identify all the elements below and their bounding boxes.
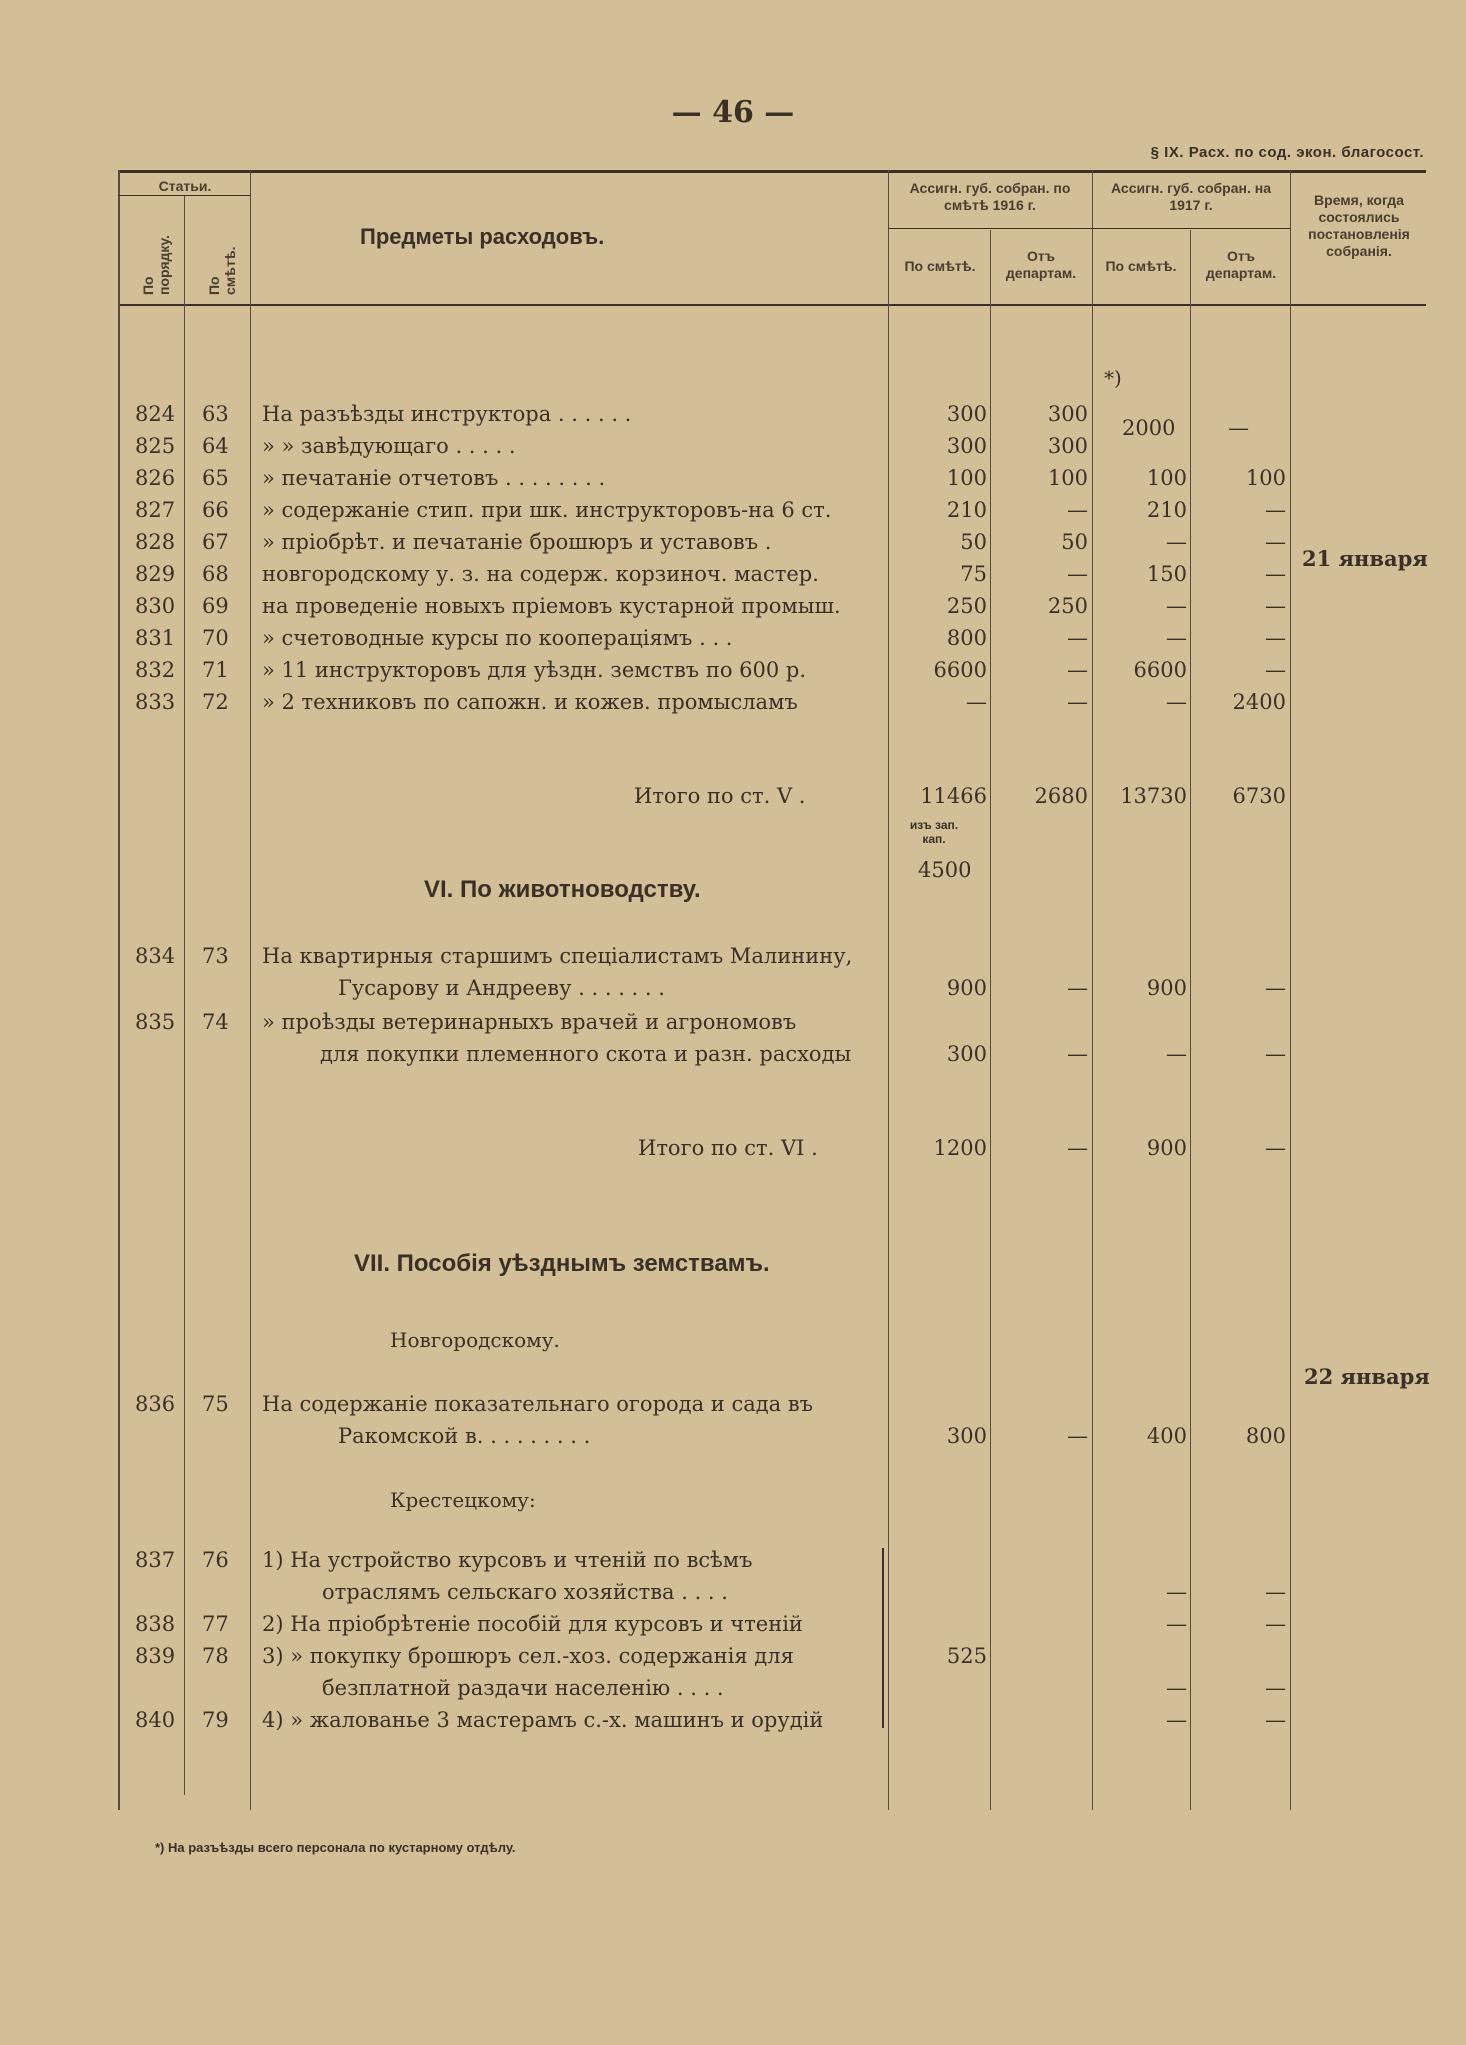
row-est: 77 [202,1612,229,1636]
table-row [0,498,1466,530]
row-est: 74 [202,1010,229,1034]
total-v-1916-estimate: 11466 [920,784,987,808]
table-top-rule [118,170,1426,173]
row-desc-continued: для покупки племенного скота и разн. расходы [320,1042,852,1066]
krestets-total-1916: 525 [946,1644,987,1668]
table-row [0,594,1466,626]
row-1916-dept: 50 [1061,530,1088,554]
row-desc: » печатаніе отчетовъ . . . . . . . . [262,466,606,490]
table-row [0,1548,1466,1580]
header-bottom-rule [118,304,1426,306]
total-v-1916-dept: 2680 [1034,784,1088,808]
header-1917-from-dept: Отъ департам. [1205,248,1277,281]
merged-1917-dept: — [1228,416,1249,440]
row-1916-estimate: 900 [946,976,987,1000]
total-v-1917-estimate: 13730 [1120,784,1187,808]
assign-header-rule [888,228,1290,229]
row-1917-estimate: — [1166,530,1187,554]
row-1917-dept: — [1265,976,1286,1000]
row-1917-dept: — [1265,498,1286,522]
table-row [0,466,1466,498]
row-1916-dept: 250 [1047,594,1088,618]
row-1916-dept: 300 [1047,434,1088,458]
row-1917-dept: 100 [1245,466,1286,490]
row-desc-continued: Ракомской в. . . . . . . . . [338,1424,591,1448]
table-row [0,658,1466,690]
row-1916-estimate: 300 [946,402,987,426]
row-1917-dept: — [1265,1580,1286,1604]
row-1917-estimate: 210 [1146,498,1187,522]
row-1916-dept: 100 [1047,466,1088,490]
row-1916-dept: — [1067,1424,1088,1448]
row-1917-dept: — [1265,658,1286,682]
row-ord: 828 [135,530,176,554]
row-desc: » счетоводные курсы по коопераціямъ . . . [262,626,733,650]
row-1916-estimate: 100 [946,466,987,490]
row-desc: новгородскому у. з. на содерж. корзиноч. мастер. [262,562,819,586]
table-row [0,1644,1466,1676]
header-by-order: По порядку. [140,235,172,295]
row-1916-dept: — [1067,1042,1088,1066]
row-ord: 839 [135,1644,176,1668]
row-1917-dept: — [1265,594,1286,618]
row-1916-dept: — [1067,690,1088,714]
row-desc: На содержаніе показательнаго огорода и сада въ [262,1392,814,1416]
table-row [0,1612,1466,1644]
row-ord: 837 [135,1548,176,1572]
row-1917-estimate: 100 [1146,466,1187,490]
total-vi-label: Итого по ст. VI . [638,1136,818,1160]
row-1917-dept: — [1265,1612,1286,1636]
row-ord: 830 [135,594,176,618]
row-desc: » 2 техниковъ по сапожн. и кожев. промысламъ [262,690,798,714]
row-desc: » содержаніе стип. при шк. инструкторовъ-на 6 ст. [262,498,832,522]
row-est: 65 [202,466,229,490]
table-row [0,1392,1466,1424]
row-ord: 834 [135,944,176,968]
row-desc: » » завѣдующаго . . . . . [262,434,516,458]
row-desc: 1) На устройство курсовъ и чтеній по всѣмъ [262,1548,753,1572]
row-1917-dept: — [1265,1042,1286,1066]
date-first-session: 21 января [1302,546,1428,571]
row-est: 63 [202,402,229,426]
row-1917-estimate: 400 [1146,1424,1187,1448]
total-v-label: Итого по ст. V . [634,784,806,808]
subheading-krestets: Крестецкому: [390,1488,536,1512]
header-articles: Статьи. [158,178,212,194]
row-1917-estimate: — [1166,1676,1187,1700]
row-ord: 825 [135,434,176,458]
table-row [0,1010,1466,1042]
row-1916-estimate: 300 [946,1424,987,1448]
row-1916-estimate: 250 [946,594,987,618]
total-v-capital-note: изъ зап. кап. [909,818,959,846]
row-ord: 840 [135,1708,176,1732]
row-1916-dept: — [1067,658,1088,682]
row-est: 69 [202,594,229,618]
row-1917-estimate: 150 [1146,562,1187,586]
page-number: — 46 — [671,95,795,130]
table-row [0,976,1466,1008]
row-1917-dept: — [1265,1676,1286,1700]
header-assign-1917: Ассигн. губ. собран. на 1917 г. [1110,180,1271,213]
row-1916-dept: — [1067,626,1088,650]
table-row [0,530,1466,562]
row-1916-estimate: 300 [946,1042,987,1066]
row-1916-estimate: 210 [946,498,987,522]
row-1917-dept: 800 [1245,1424,1286,1448]
footnote: *) На разъѣзды всего персонала по кустарному отдѣлу. [155,1840,516,1855]
row-1916-estimate: 75 [960,562,987,586]
articles-header-rule [118,195,250,196]
column-title: Предметы расходовъ. [360,224,605,249]
total-v-1917-dept: 6730 [1232,784,1286,808]
header-time-column: Время, когда состоялись постановленія собранія. [1308,192,1410,259]
row-est: 75 [202,1392,229,1416]
row-desc: на проведеніе новыхъ пріемовъ кустарной промыш. [262,594,841,618]
row-ord: 826 [135,466,176,490]
section-reference: § IX. Расх. по сод. экон. благосост. [1150,144,1424,161]
row-est: 64 [202,434,229,458]
row-1917-dept: 2400 [1232,690,1286,714]
row-est: 71 [202,658,229,682]
header-1916-by-estimate: По смѣтѣ. [904,258,976,274]
date-second-session: 22 января [1304,1364,1430,1389]
row-ord: 827 [135,498,176,522]
row-1917-estimate: — [1166,1042,1187,1066]
row-desc: На квартирныя старшимъ спеціалистамъ Малинину, [262,944,853,968]
row-desc: 4) » жалованье 3 мастерамъ с.-х. машинъ и орудій [262,1708,824,1732]
total-vi-1917-estimate: 900 [1146,1136,1187,1160]
row-desc-continued: Гусарову и Андрееву . . . . . . . [338,976,665,1000]
row-desc: 3) » покупку брошюръ сел.-хоз. содержанія для [262,1644,794,1668]
total-v-capital-value: 4500 [918,858,972,882]
header-by-estimate: По смѣтѣ. [206,246,238,295]
table-row [0,562,1466,594]
row-desc-continued: безплатной раздачи населенію . . . . [322,1676,724,1700]
row-ord: 835 [135,1010,176,1034]
merged-1917-estimate: 2000 [1122,416,1176,440]
row-1917-estimate: — [1166,1708,1187,1732]
row-1916-estimate: — [966,690,987,714]
row-1916-dept: — [1067,498,1088,522]
row-1916-estimate: 800 [946,626,987,650]
header-assign-1916: Ассигн. губ. собран. по смѣтѣ 1916 г. [909,180,1071,213]
row-1917-estimate: — [1166,690,1187,714]
row-ord: 833 [135,690,176,714]
header-1916-from-dept: Отъ департам. [1005,248,1077,281]
table-row [0,626,1466,658]
row-est: 76 [202,1548,229,1572]
section-vi-title: VI. По животноводству. [424,876,701,903]
row-desc: » пріобрѣт. и печатаніе брошюръ и уставовъ . [262,530,772,554]
table-row [0,1580,1466,1612]
row-desc: 2) На пріобрѣтеніе пособій для курсовъ и чтеній [262,1612,803,1636]
table-row [0,1042,1466,1074]
table-row [0,1424,1466,1456]
row-est: 79 [202,1708,229,1732]
table-row [0,1676,1466,1708]
header-1917-by-estimate: По смѣтѣ. [1105,258,1177,274]
footnote-marker: *) [1104,366,1122,390]
row-est: 68 [202,562,229,586]
row-desc: » 11 инструкторовъ для уѣздн. земствъ по 600 р. [262,658,807,682]
total-vi-1917-dept: — [1265,1136,1286,1160]
row-ord: 824 [135,402,176,426]
row-ord: 831 [135,626,176,650]
total-vi-1916-estimate: 1200 [933,1136,987,1160]
row-1917-estimate: — [1166,1612,1187,1636]
subheading-novgorod: Новгородскому. [390,1328,560,1352]
row-est: 70 [202,626,229,650]
row-1917-dept: — [1265,1708,1286,1732]
row-1917-dept: — [1265,530,1286,554]
row-1916-estimate: 300 [946,434,987,458]
row-1917-dept: — [1265,562,1286,586]
row-1916-dept: — [1067,976,1088,1000]
row-1917-estimate: — [1166,594,1187,618]
total-vi-1916-dept: — [1067,1136,1088,1160]
row-est: 73 [202,944,229,968]
row-1916-dept: 300 [1047,402,1088,426]
row-1917-dept: — [1265,626,1286,650]
row-desc: На разъѣзды инструктора . . . . . . [262,402,632,426]
row-1916-dept: — [1067,562,1088,586]
row-1917-estimate: 900 [1146,976,1187,1000]
row-ord: 838 [135,1612,176,1636]
row-est: 67 [202,530,229,554]
row-1916-estimate: 6600 [933,658,987,682]
table-row [0,1708,1466,1740]
row-1917-estimate: — [1166,626,1187,650]
row-est: 72 [202,690,229,714]
row-ord: 836 [135,1392,176,1416]
row-desc: » проѣзды ветеринарныхъ врачей и агрономовъ [262,1010,797,1034]
row-1917-estimate: 6600 [1133,658,1187,682]
row-1916-estimate: 50 [960,530,987,554]
row-desc-continued: отраслямъ сельскаго хозяйства . . . . [322,1580,728,1604]
table-row [0,690,1466,722]
row-ord: 829 [135,562,176,586]
section-vii-title: VII. Пособія уѣзднымъ земствамъ. [354,1250,770,1277]
row-est: 66 [202,498,229,522]
row-est: 78 [202,1644,229,1668]
row-1917-estimate: — [1166,1580,1187,1604]
table-row [0,944,1466,976]
row-ord: 832 [135,658,176,682]
